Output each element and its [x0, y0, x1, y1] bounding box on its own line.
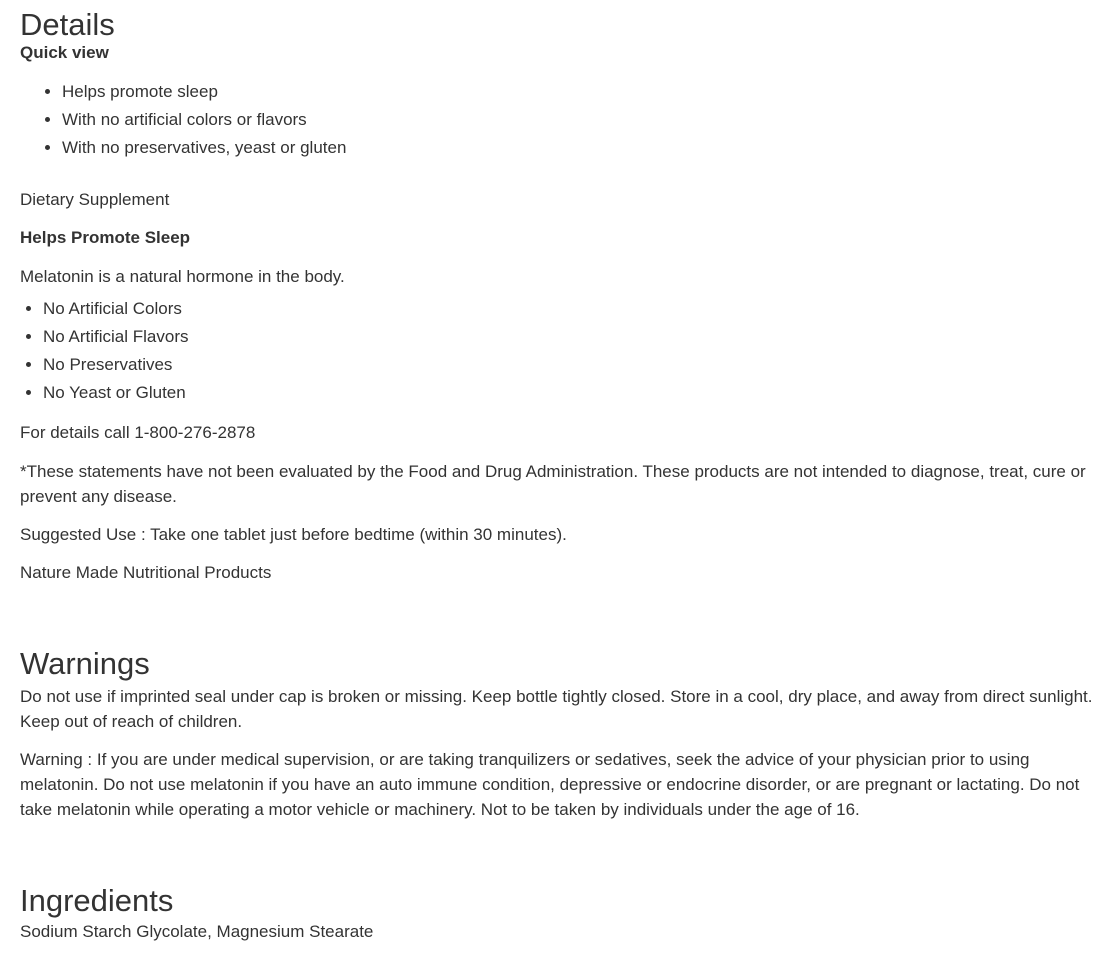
ingredients-heading: Ingredients	[20, 883, 174, 918]
details-call-text: For details call 1-800-276-2878	[20, 423, 256, 442]
list-item: • No Artificial Flavors	[43, 323, 1101, 351]
dietary-supplement-text: Dietary Supplement	[20, 190, 170, 209]
quick-view-title: Quick view	[20, 43, 109, 62]
list-item: • With no preservatives, yeast or gluten	[62, 134, 1101, 162]
suggested-use-text: Suggested Use : Take one tablet just before bedtime (within 30 minutes).	[20, 525, 567, 544]
fda-disclaimer: *These statements have not been evaluated by the Food and Drug Administration. These products are not intended to diagnose, treat, cure or prevent any disease.	[20, 462, 1086, 506]
list-item: • No Preservatives	[43, 351, 1101, 379]
ingredients-list: Sodium Starch Glycolate, Magnesium Stearate	[20, 922, 374, 941]
warnings-paragraph: Warning : If you are under medical supervision, or are taking tranquilizers or sedatives, seek the advice of your physician prior to using melatonin. Do not use melatonin if you have an auto immune condition, depressive or endocrine disorder, or are pregnant or lactating. Do not take melatonin while operating a motor vehicle or machinery. Not to be taken by individuals under the age of 16.	[20, 750, 1080, 819]
list-item: • No Artificial Colors	[43, 295, 1101, 323]
helps-promote-sleep-title: Helps Promote Sleep	[20, 228, 191, 247]
warnings-paragraph: Do not use if imprinted seal under cap is broken or missing. Keep bottle tightly closed. Store in a cool, dry place, and away from direct sunlight. Keep out of reach of children.	[20, 687, 1093, 731]
details-heading: Details	[20, 7, 115, 42]
warnings-heading: Warnings	[20, 646, 150, 681]
quick-view-list	[20, 78, 1101, 162]
ingredients-section	[20, 883, 1101, 944]
melatonin-statement: Melatonin is a natural hormone in the body.	[20, 267, 345, 286]
manufacturer-text: Nature Made Nutritional Products	[20, 563, 272, 582]
details-section	[20, 0, 1101, 585]
list-item: • No Yeast or Gluten	[43, 379, 1101, 407]
list-item: • Helps promote sleep	[62, 78, 1101, 106]
warnings-section	[20, 646, 1101, 822]
list-item: • With no artificial colors or flavors	[62, 106, 1101, 134]
feature-list	[20, 295, 1101, 407]
